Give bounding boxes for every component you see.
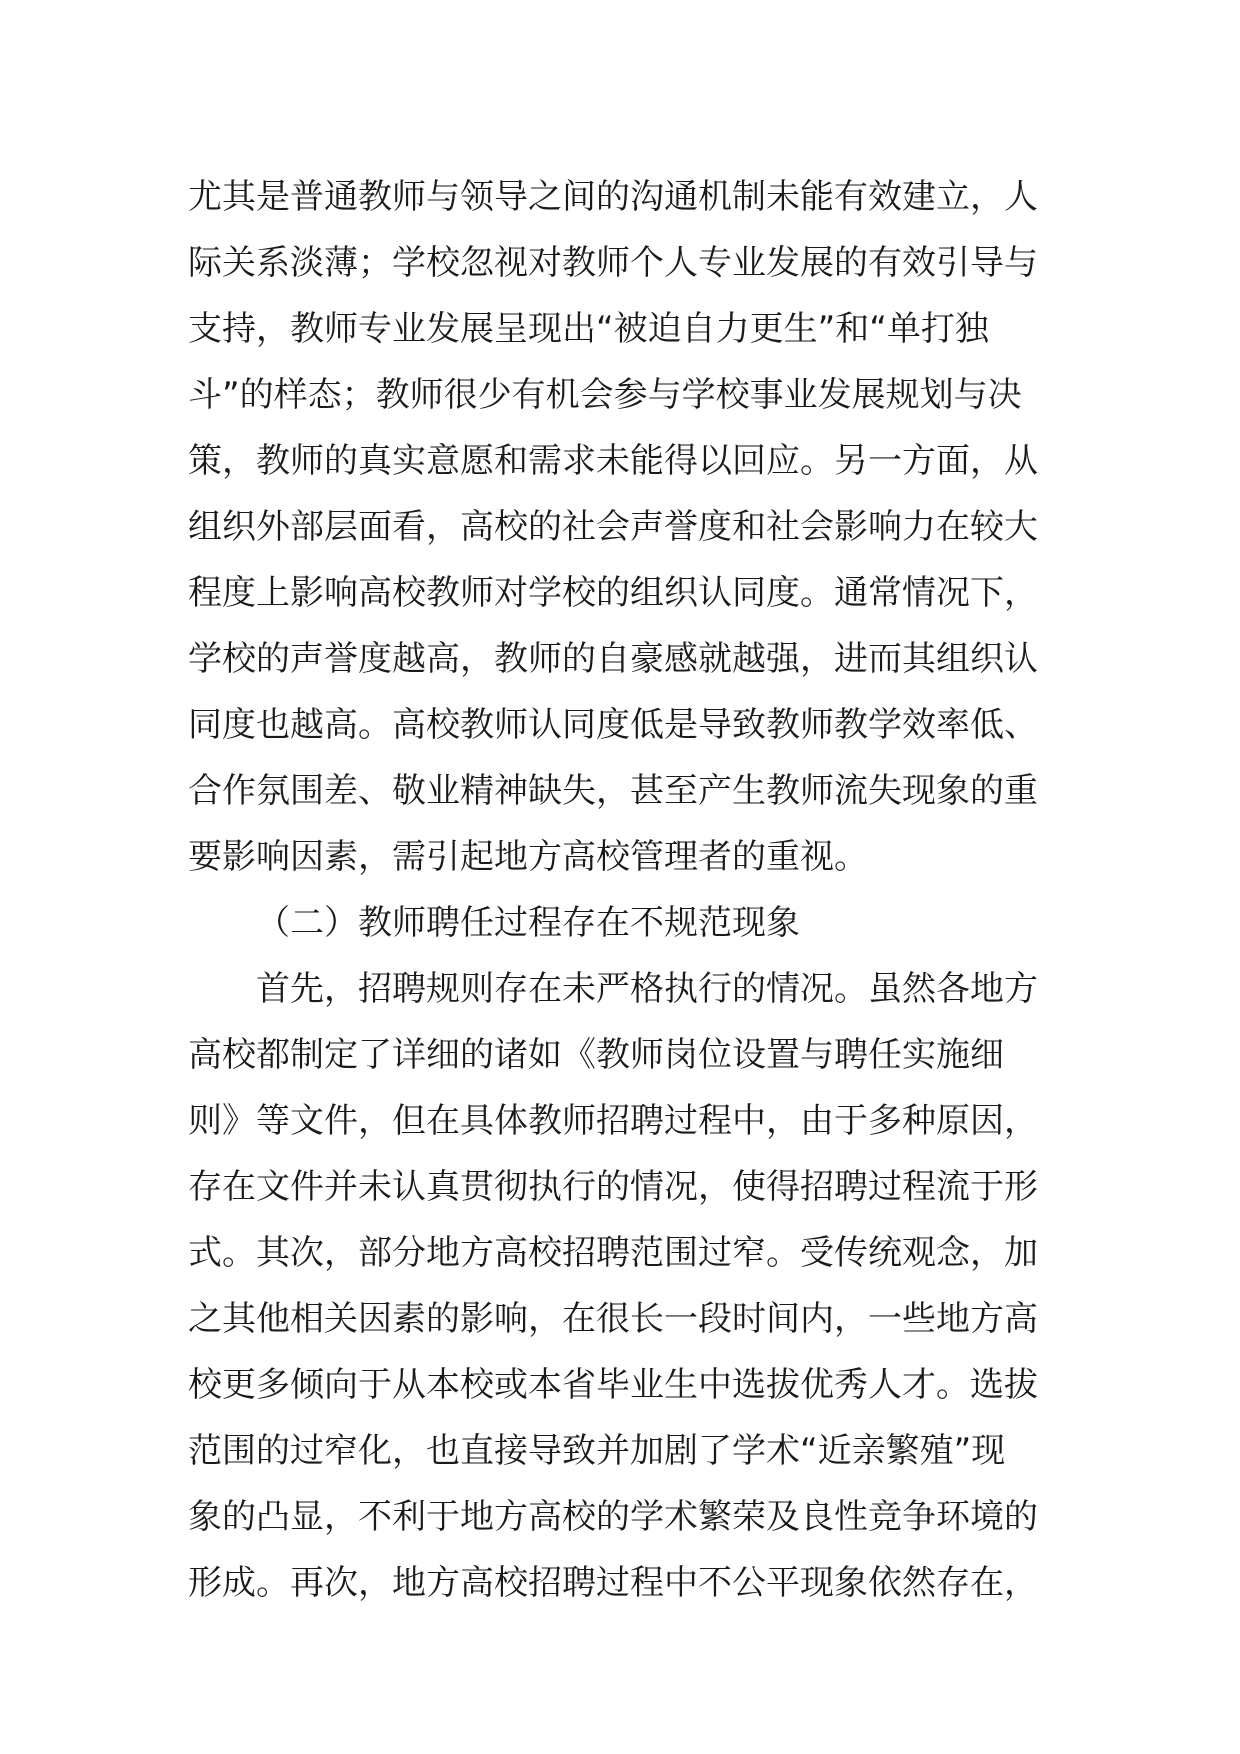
text-line: 象的凸显，不利于地方高校的学术繁荣及良性竞争环境的 <box>188 1497 1038 1537</box>
text-line: 组织外部层面看，高校的社会声誉度和社会影响力在较大 <box>188 507 1038 547</box>
body-text <box>188 164 1068 1616</box>
text-line: 策，教师的真实意愿和需求未能得以回应。另一方面，从 <box>188 441 1038 481</box>
text-line: 要影响因素，需引起地方高校管理者的重视。 <box>188 837 868 877</box>
text-line: 尤其是普通教师与领导之间的沟通机制未能有效建立，人 <box>188 177 1038 217</box>
text-line: 高校都制定了详细的诸如《教师岗位设置与聘任实施细 <box>188 1035 1004 1075</box>
text-line: 首先，招聘规则存在未严格执行的情况。虽然各地方 <box>256 969 1038 1009</box>
text-line: 存在文件并未认真贯彻执行的情况，使得招聘过程流于形 <box>188 1167 1038 1207</box>
text-line: 范围的过窄化，也直接导致并加剧了学术“近亲繁殖”现 <box>188 1431 1006 1471</box>
text-line: 合作氛围差、敬业精神缺失，甚至产生教师流失现象的重 <box>188 771 1038 811</box>
section-heading: （二）教师聘任过程存在不规范现象 <box>256 903 800 943</box>
text-line: 际关系淡薄；学校忽视对教师个人专业发展的有效引导与 <box>188 243 1038 283</box>
text-line: 学校的声誉度越高，教师的自豪感就越强，进而其组织认 <box>188 639 1038 679</box>
text-line: 斗”的样态；教师很少有机会参与学校事业发展规划与决 <box>188 375 1022 415</box>
text-line: 程度上影响高校教师对学校的组织认同度。通常情况下， <box>188 573 1038 613</box>
text-line: 式。其次，部分地方高校招聘范围过窄。受传统观念，加 <box>188 1233 1038 1273</box>
text-line: 校更多倾向于从本校或本省毕业生中选拔优秀人才。选拔 <box>188 1365 1038 1405</box>
text-line: 之其他相关因素的影响，在很长一段时间内，一些地方高 <box>188 1299 1038 1339</box>
text-line: 支持，教师专业发展呈现出“被迫自力更生”和“单打独 <box>188 309 989 349</box>
text-line: 形成。再次，地方高校招聘过程中不公平现象依然存在， <box>188 1563 1038 1603</box>
text-line: 同度也越高。高校教师认同度低是导致教师教学效率低、 <box>188 705 1038 745</box>
text-line: 则》等文件，但在具体教师招聘过程中，由于多种原因， <box>188 1101 1038 1141</box>
